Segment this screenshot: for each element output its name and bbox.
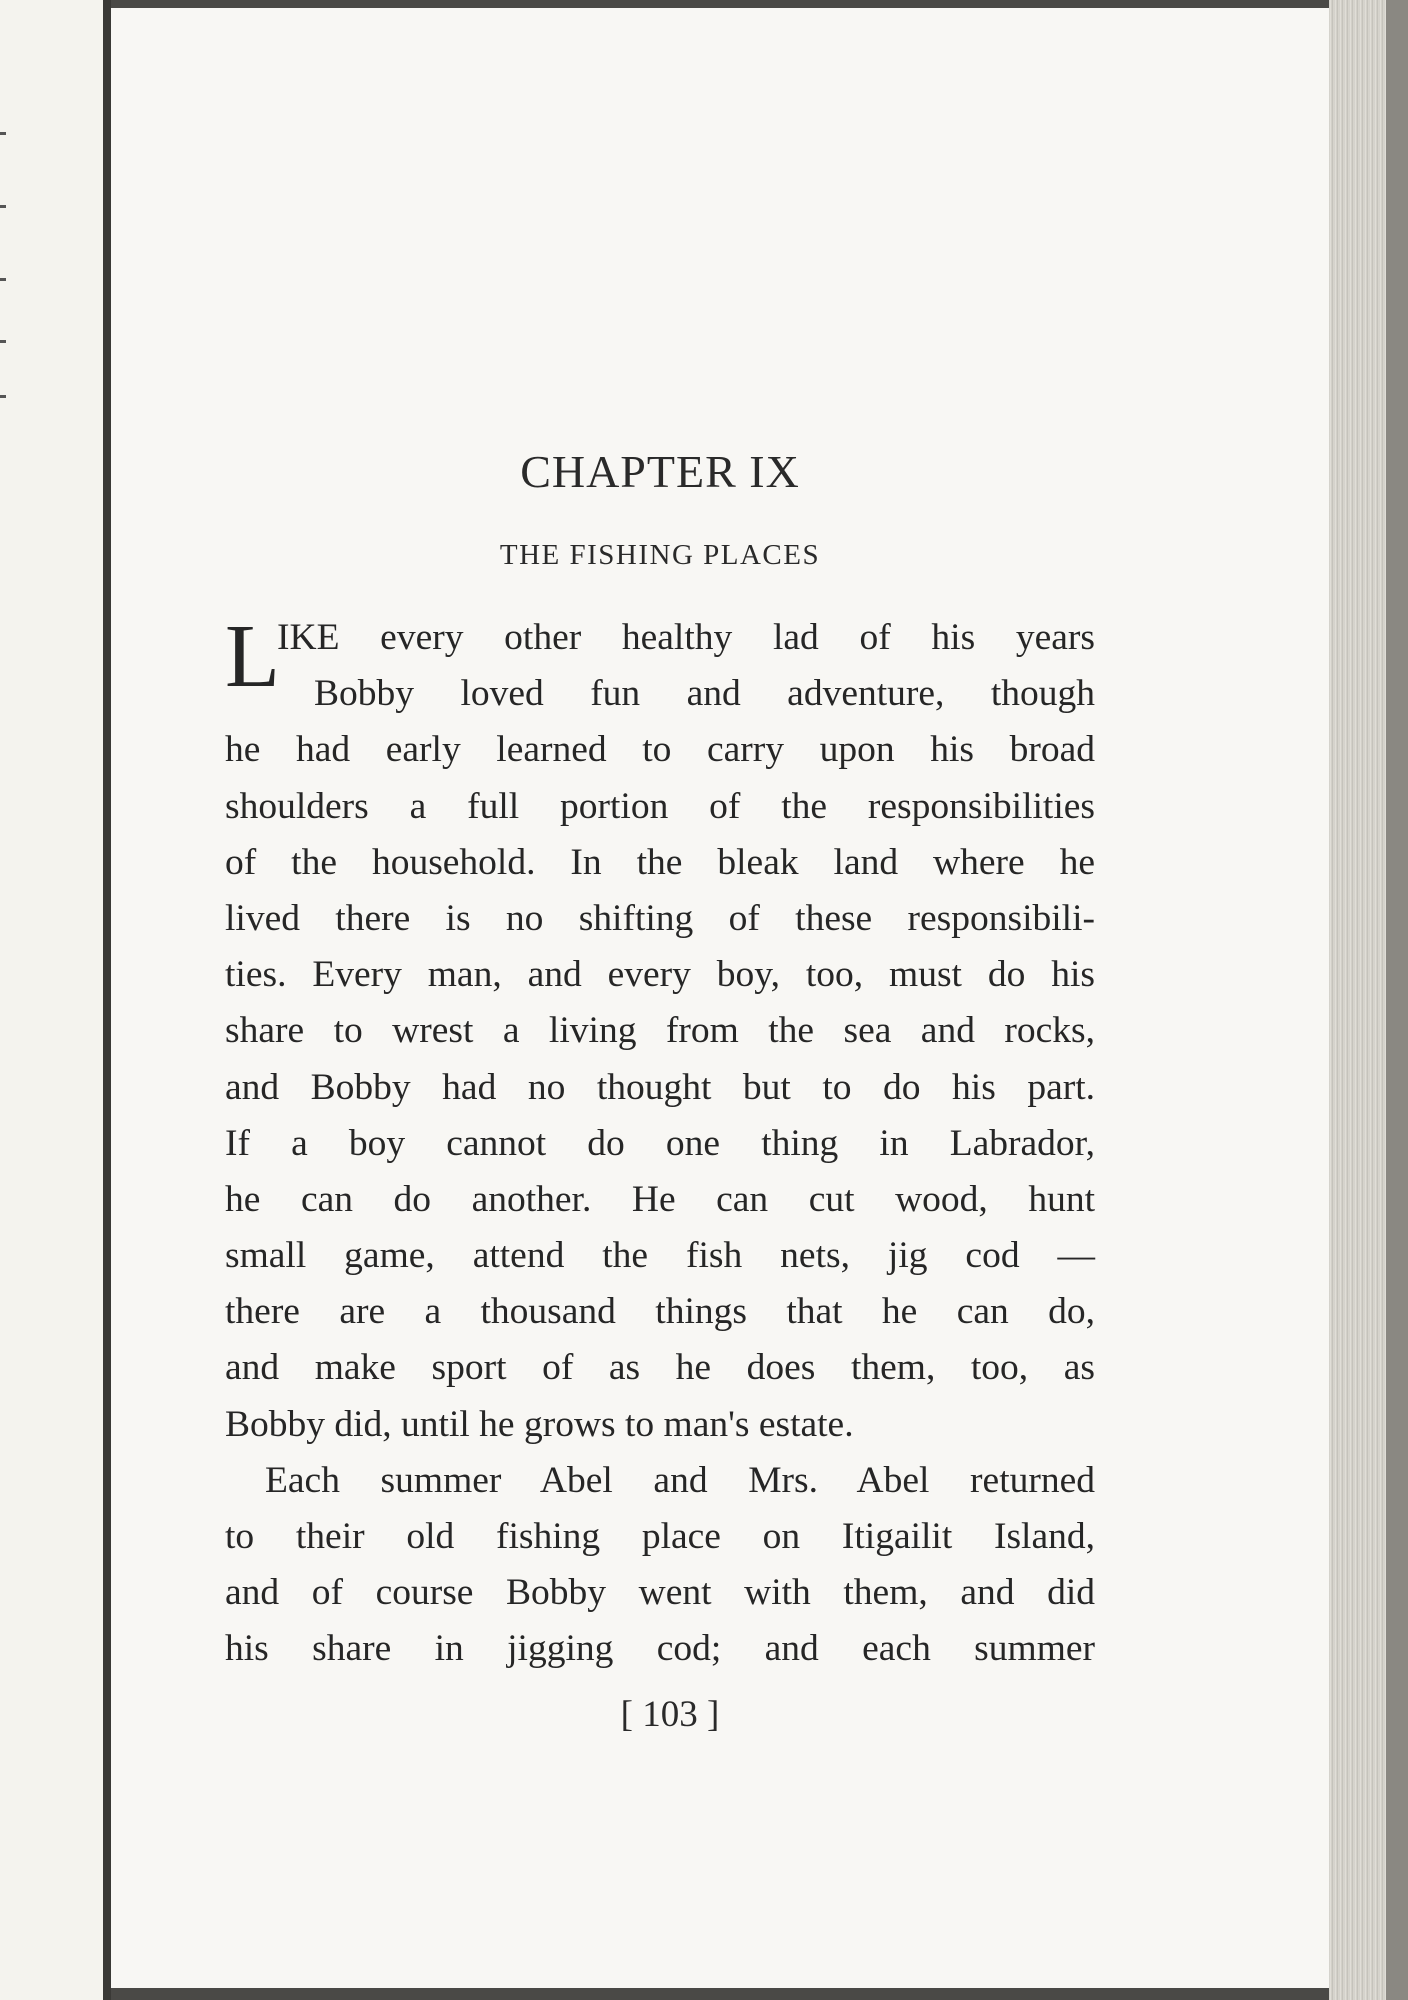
chapter-heading: CHAPTER IX bbox=[520, 446, 800, 497]
chapter-subtitle: THE FISHING PLACES bbox=[499, 539, 821, 571]
text-line: there are a thousand things that he can do, bbox=[225, 1291, 1095, 1333]
body-text bbox=[225, 607, 1095, 1678]
drop-cap: L bbox=[225, 607, 280, 706]
text-line: of the household. In the bleak land where he bbox=[225, 841, 1095, 883]
text-line: Bobby loved fun and adventure, though bbox=[314, 673, 1095, 715]
text-line: Bobby did, until he grows to man's estate. bbox=[225, 1403, 854, 1445]
facing-page-edge bbox=[0, 0, 103, 2000]
facing-page-mark bbox=[0, 205, 6, 208]
text-line: he had early learned to carry upon his broad bbox=[225, 729, 1095, 771]
text-line: and make sport of as he does them, too, as bbox=[225, 1347, 1095, 1389]
text-line: small game, attend the fish nets, jig cod — bbox=[225, 1235, 1095, 1277]
text-line: share to wrest a living from the sea and rocks, bbox=[225, 1010, 1095, 1052]
facing-page-mark bbox=[0, 395, 6, 398]
facing-page-mark bbox=[0, 132, 6, 135]
facing-page-mark bbox=[0, 340, 6, 343]
text-line: ties. Every man, and every boy, too, must do his bbox=[225, 954, 1095, 996]
text-line: his share in jigging cod; and each summer bbox=[225, 1628, 1095, 1670]
text-line: he can do another. He can cut wood, hunt bbox=[225, 1178, 1095, 1220]
page-number: [ 103 ] bbox=[620, 1694, 720, 1735]
text-line: to their old fishing place on Itigailit Island, bbox=[225, 1516, 1095, 1557]
text-line: Each summer Abel and Mrs. Abel returned bbox=[265, 1459, 1095, 1501]
text-line: shoulders a full portion of the responsibilities bbox=[225, 785, 1095, 827]
text-line: and Bobby had no thought but to do his part. bbox=[225, 1066, 1095, 1108]
book-cover-edge bbox=[1386, 0, 1408, 2000]
text-line: If a boy cannot do one thing in Labrador, bbox=[225, 1122, 1095, 1164]
book-gutter bbox=[103, 0, 111, 2000]
text-line: lived there is no shifting of these responsibili- bbox=[225, 897, 1095, 939]
text-line: IKE every other healthy lad of his years bbox=[277, 617, 1095, 658]
text-line: and of course Bobby went with them, and did bbox=[225, 1572, 1095, 1614]
facing-page-mark bbox=[0, 278, 6, 281]
